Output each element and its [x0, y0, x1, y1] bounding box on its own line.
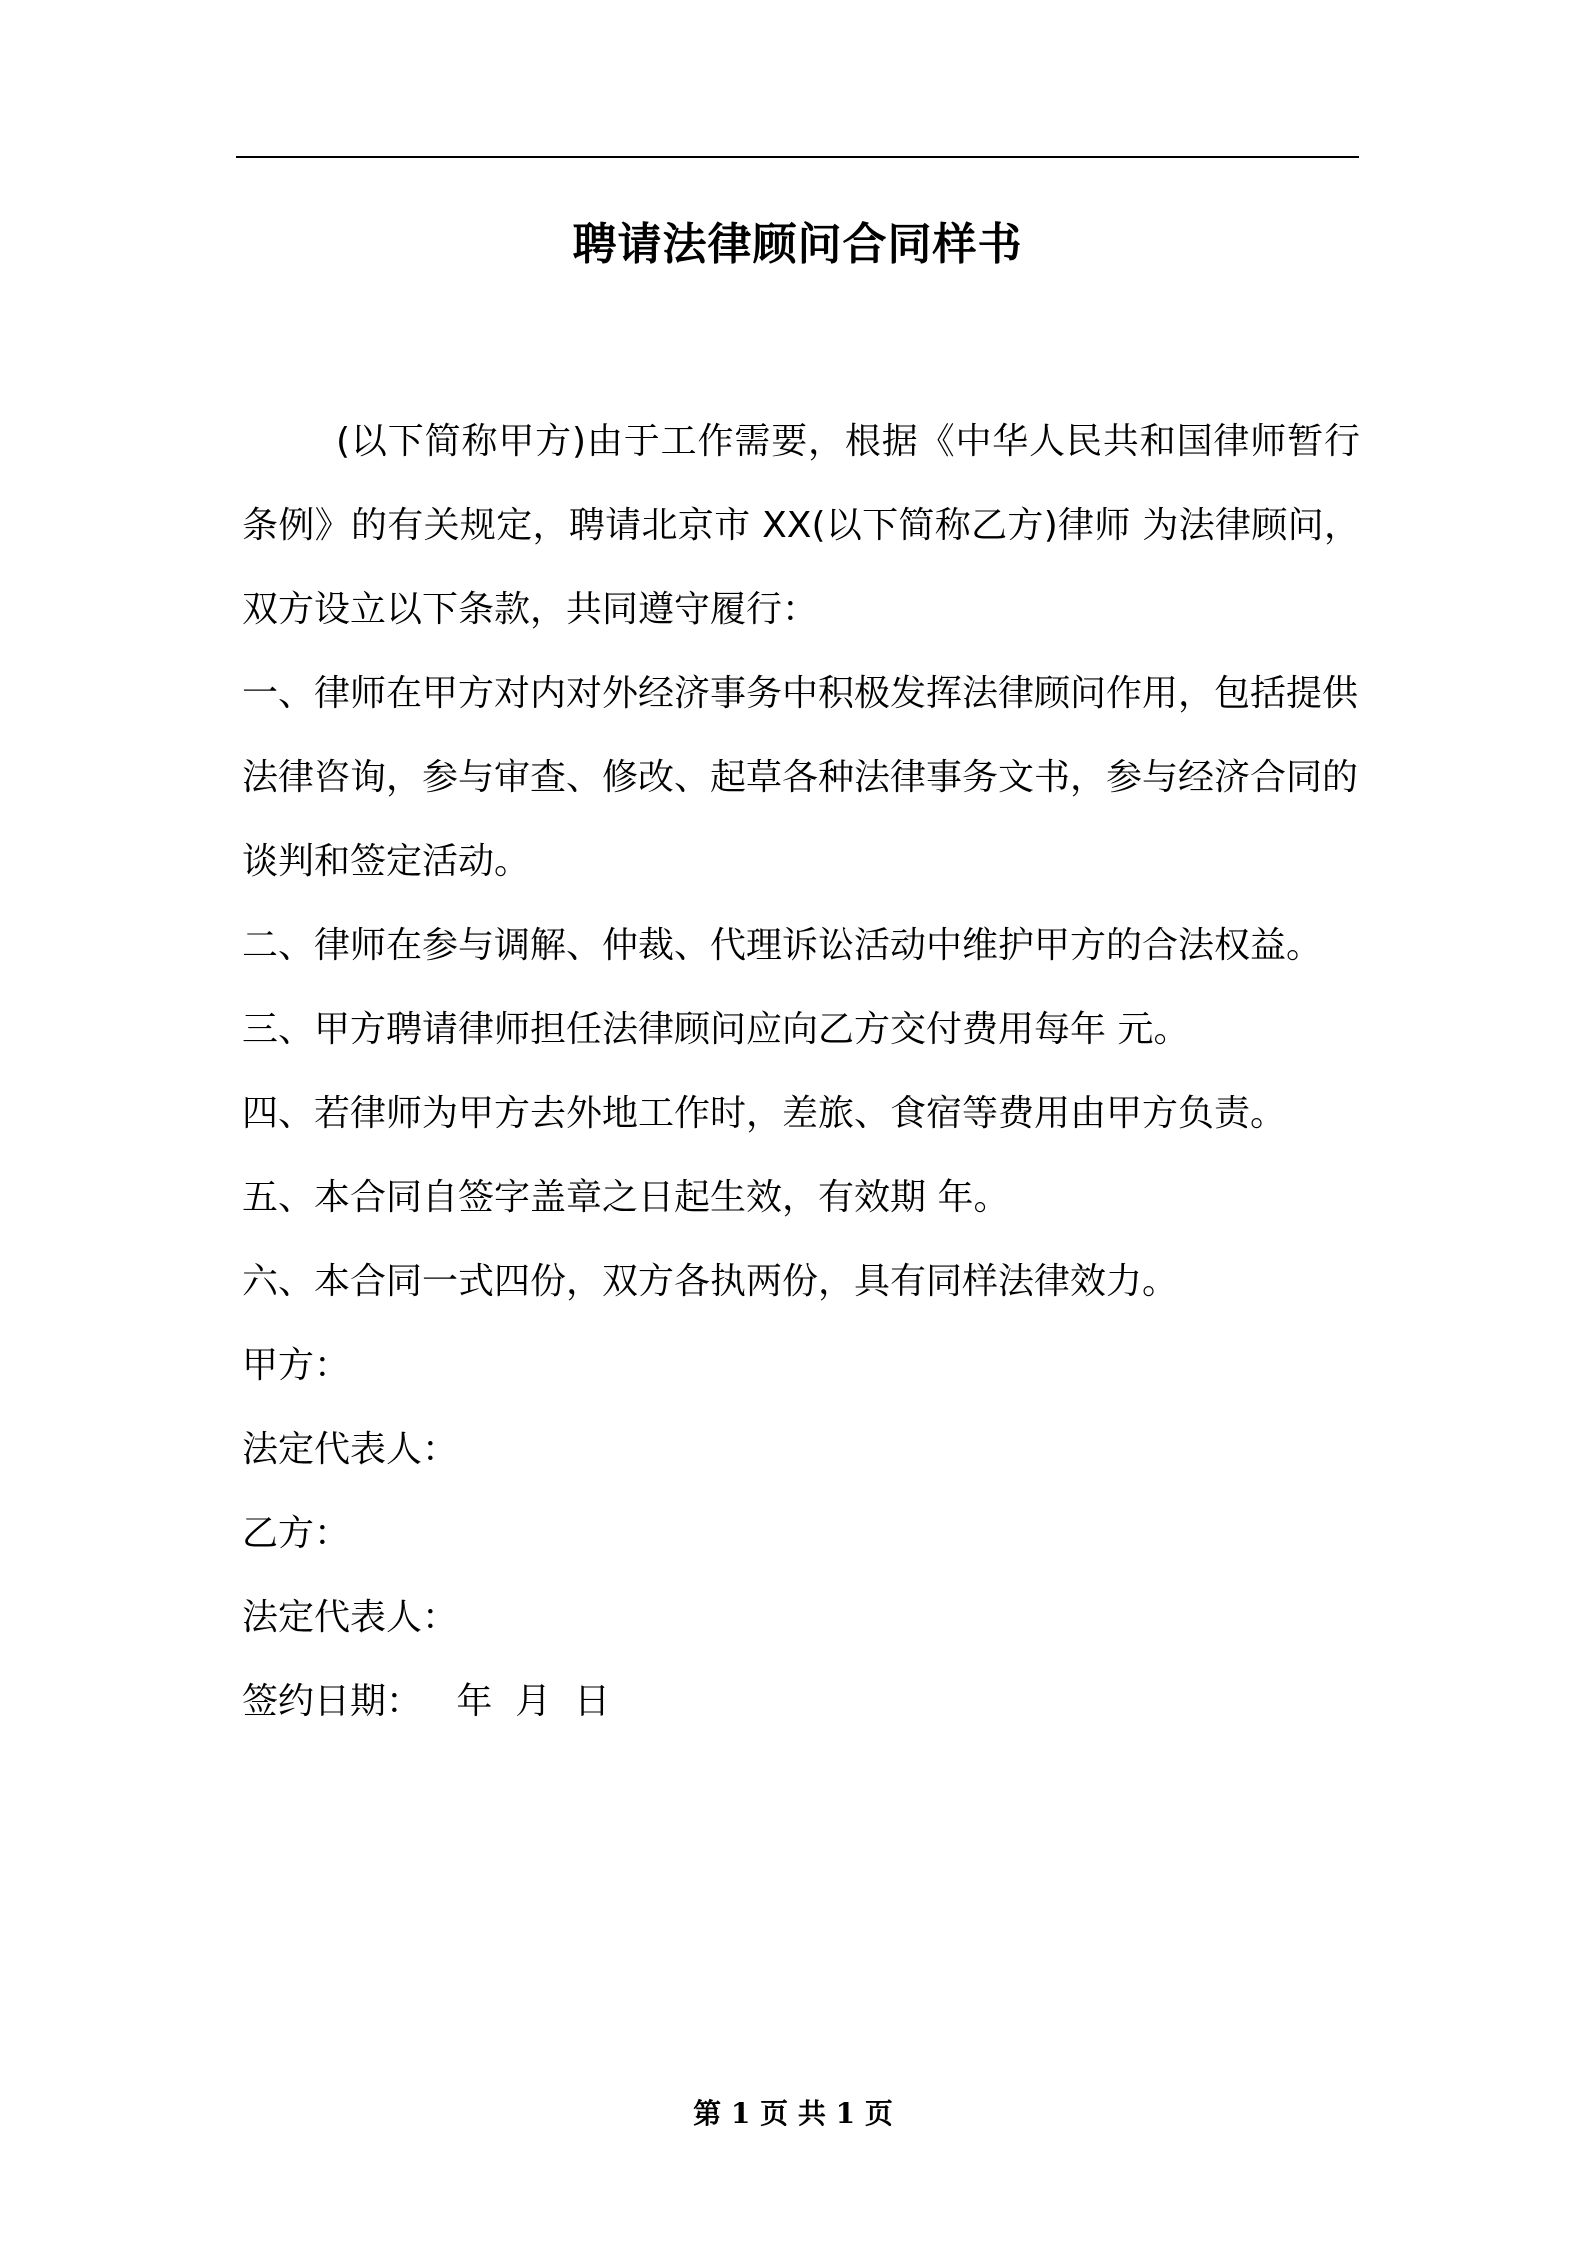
- clause-3: 三、甲方聘请律师担任法律顾问应向乙方交付费用每年 元。: [242, 1009, 1190, 1050]
- header-rule: [236, 156, 1359, 158]
- intro-paragraph: (以下简称甲方)由于工作需要，根据《中华人民共和国律师暂行条例》的有关规定，聘请北京市 XX(以下简称乙方)律师 为法律顾问，双方设立以下条款，共同遵守履行：: [242, 421, 1360, 630]
- sign-date-label: 签约日期： 年 月 日: [242, 1681, 611, 1722]
- clause-2: 二、律师在参与调解、仲裁、代理诉讼活动中维护甲方的合法权益。: [242, 925, 1323, 966]
- clause-1: 一、律师在甲方对内对外经济事务中积极发挥法律顾问作用，包括提供法律咨询，参与审查、修改、起草各种法律事务文书，参与经济合同的谈判和签定活动。: [242, 673, 1359, 882]
- page-number: 第 1 页 共 1 页: [693, 2097, 893, 2130]
- party-b-label: 乙方：: [242, 1513, 351, 1554]
- clause-4: 四、若律师为甲方去外地工作时，差旅、食宿等费用由甲方负责。: [242, 1093, 1287, 1134]
- clause-6: 六、本合同一式四份，双方各执两份，具有同样法律效力。: [242, 1261, 1179, 1302]
- document-title: 聘请法律顾问合同样书: [572, 219, 1023, 270]
- party-a-representative-label: 法定代表人：: [242, 1429, 459, 1470]
- clause-5: 五、本合同自签字盖章之日起生效，有效期 年。: [242, 1177, 1010, 1218]
- document-body: [242, 400, 1360, 1744]
- party-a-label: 甲方：: [242, 1345, 351, 1386]
- party-b-representative-label: 法定代表人：: [242, 1597, 459, 1638]
